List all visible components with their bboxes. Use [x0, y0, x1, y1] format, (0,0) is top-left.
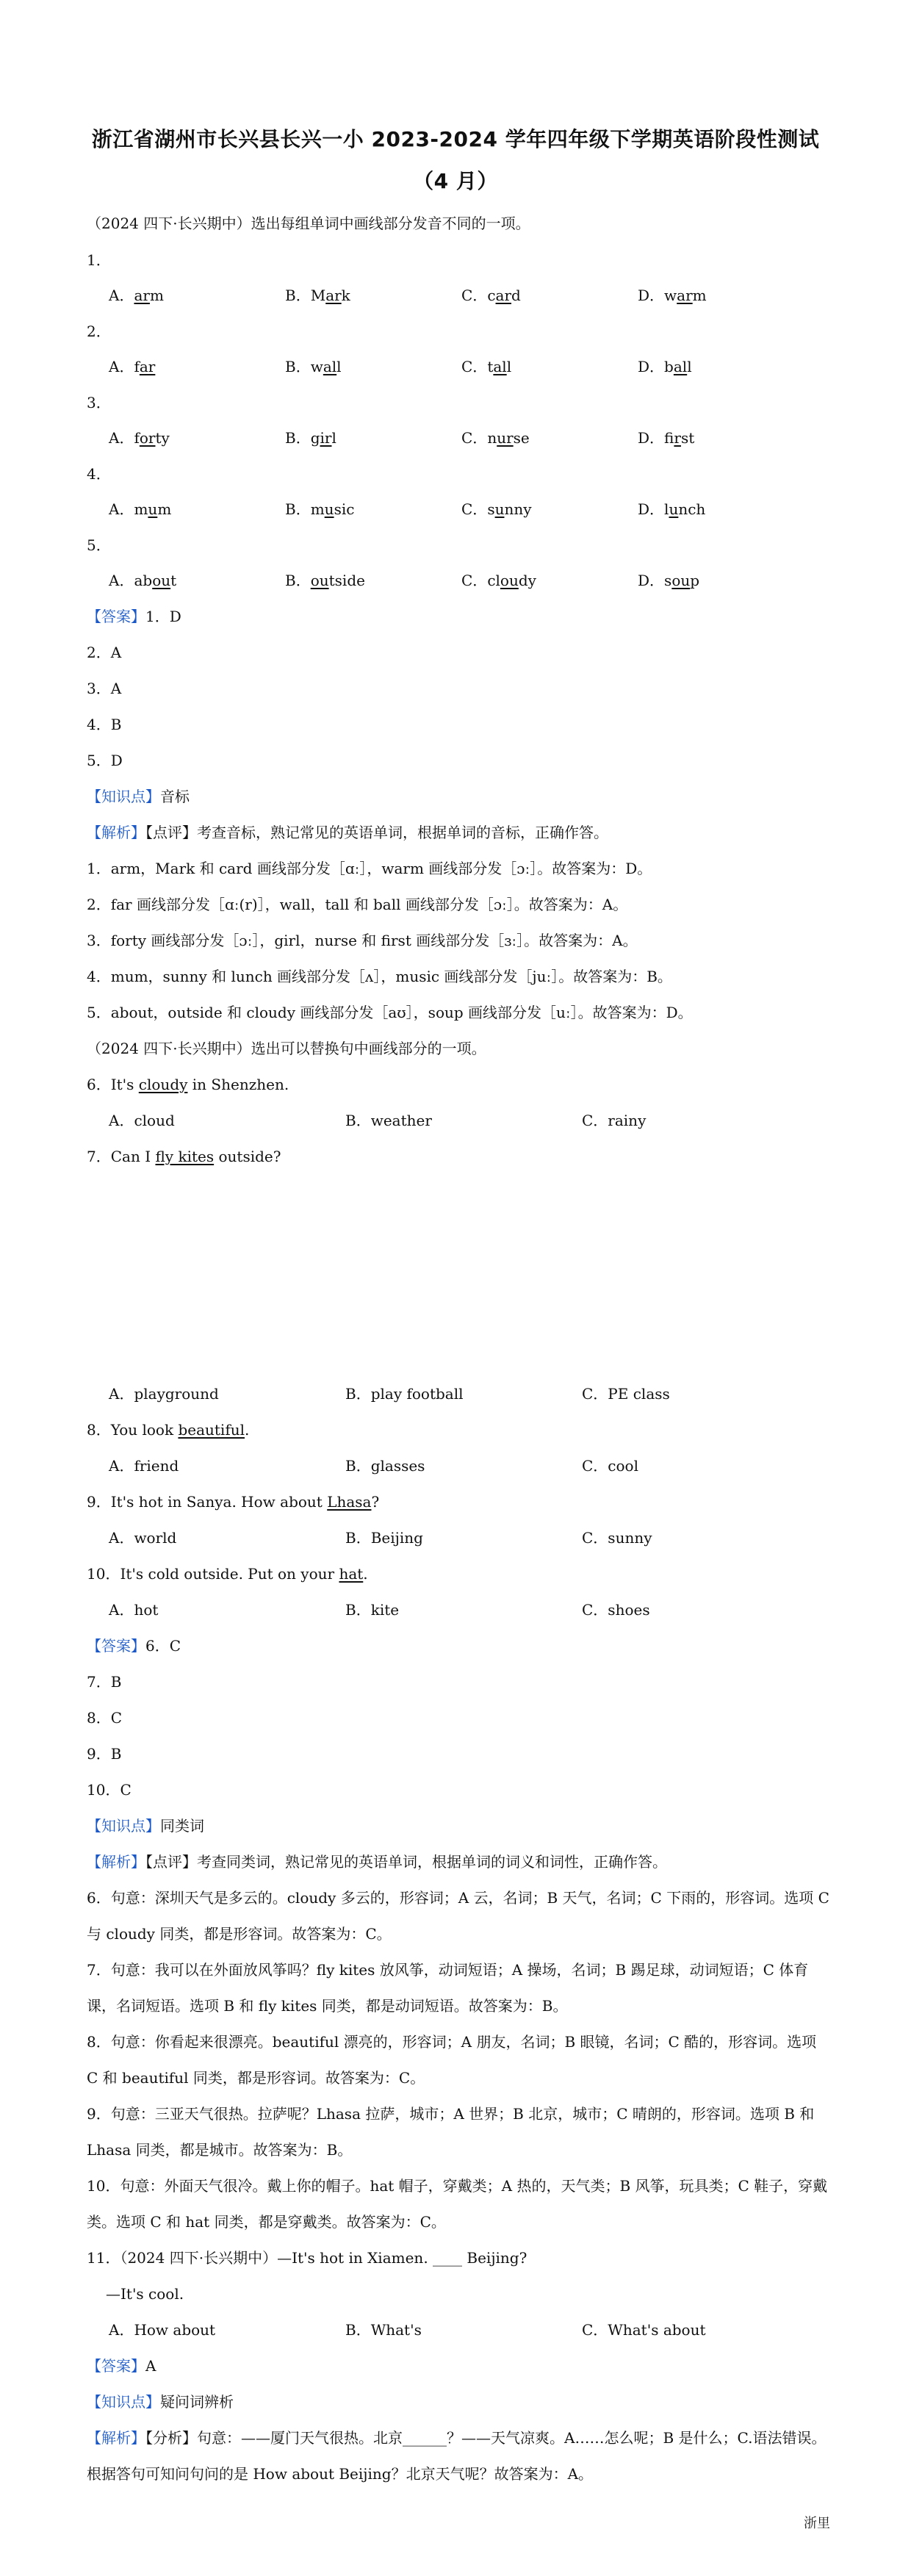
q2-option-c[interactable]: C．tall: [461, 358, 512, 375]
q1-option-c[interactable]: C．card: [461, 287, 521, 304]
q6-stem: 6．It's cloudy in Shenzhen.: [87, 1076, 289, 1093]
q2-number: 2．: [87, 323, 111, 340]
q10-option-a[interactable]: A．hot: [109, 1601, 159, 1619]
q8-option-c[interactable]: C．cool: [582, 1457, 638, 1475]
document-title: 浙江省湖州市长兴县长兴一小 2023-2024 学年四年级下学期英语阶段性测试: [91, 127, 820, 151]
q2-option-a[interactable]: A．far: [109, 358, 156, 375]
explanation-line: 1．arm，Mark 和 card 画线部分发［ɑː］，warm 画线部分发［ɔː］。故答案为：D。: [87, 860, 652, 877]
q11-option-a[interactable]: A．How about: [109, 2321, 216, 2339]
explanation-line: 5．about，outside 和 cloudy 画线部分发［aʊ］，soup 画线部分发［uː］。故答案为：D。: [87, 1004, 693, 1021]
answer-tag: 【答案】: [87, 608, 145, 625]
explanation-line: 4．mum，sunny 和 lunch 画线部分发［ʌ］，music 画线部分发［juː］。故答案为：B。: [87, 968, 672, 985]
q9-stem: 9．It's hot in Sanya. How about Lhasa?: [87, 1493, 380, 1511]
knowledge-point-1: 【知识点】音标: [87, 788, 190, 805]
answer-item: 8．C: [87, 1709, 123, 1727]
answer-item: 3．A: [87, 680, 122, 697]
explanation-paragraph: 9．句意：三亚天气很热。拉萨呢？Lhasa 拉萨，城市；A 世界；B 北京，城市；C 晴朗的，形容词。选项 B 和 Lhasa 同类，都是城市。故答案为：B。: [87, 2105, 815, 2159]
q3-option-a[interactable]: A．forty: [109, 429, 170, 447]
footer-watermark: 浙里: [804, 2516, 830, 2531]
explanation-tag: 【解析】: [87, 1853, 145, 1871]
knowledge-tag: 【知识点】: [87, 1817, 160, 1835]
answer-block-2: [87, 1636, 181, 1656]
q3-option-b[interactable]: B．girl: [285, 429, 336, 447]
answer-item: 1．D: [145, 608, 181, 625]
explanation-paragraph: 6．句意：深圳天气是多云的。cloudy 多云的，形容词；A 云，名词；B 天气，名词；C 下雨的，形容词。选项 C 与 cloudy 同类，都是形容词。故答案为：C。: [87, 1889, 829, 1943]
answer-block-1: [87, 606, 181, 627]
q11-reply: —It's cool.: [106, 2285, 184, 2303]
q1-option-d[interactable]: D．warm: [638, 287, 707, 304]
q1-option-a[interactable]: A．arm: [109, 287, 164, 304]
q11-option-c[interactable]: C．What's about: [582, 2321, 706, 2339]
answer-item: 10．C: [87, 1781, 132, 1799]
q4-option-d[interactable]: D．lunch: [638, 500, 706, 518]
explanation-paragraph: 7．句意：我可以在外面放风筝吗？fly kites 放风筝，动词短语；A 操场，名词；B 踢足球，动词短语；C 体育课，名词短语。选项 B 和 fly kites 同类，都是动词短语。故答案为：B。: [87, 1961, 809, 2015]
document-subtitle: （4 月）: [413, 169, 498, 193]
explanation-line: 3．forty 画线部分发［ɔː］，girl，nurse 和 first 画线部分发［ɜː］。故答案为：A。: [87, 932, 638, 949]
q10-stem: 10．It's cold outside. Put on your hat.: [87, 1565, 368, 1583]
answer-item: 4．B: [87, 716, 122, 733]
explanation-line: 2．far 画线部分发［ɑː(r)］，wall，tall 和 ball 画线部分发［ɔː］。故答案为：A。: [87, 896, 628, 913]
q7-option-a[interactable]: A．playground: [109, 1385, 219, 1403]
knowledge-tag: 【知识点】: [87, 2393, 160, 2411]
q7-stem: 7．Can I fly kites outside?: [87, 1148, 281, 1165]
explanation-2-head: 【解析】【点评】考查同类词，熟记常见的英语单词，根据单词的词义和词性，正确作答。: [87, 1853, 667, 1871]
explanation-paragraph: 8．句意：你看起来很漂亮。beautiful 漂亮的，形容词；A 朋友，名词；B 眼镜，名词；C 酷的，形容词。选项 C 和 beautiful 同类，都是形容词。故答案为：C。: [87, 2033, 817, 2087]
q5-option-c[interactable]: C．cloudy: [461, 572, 536, 589]
q1-option-b[interactable]: B．Mark: [285, 287, 350, 304]
answer-item: 7．B: [87, 1673, 122, 1691]
explanation-tag: 【解析】: [87, 2429, 145, 2447]
q3-number: 3．: [87, 394, 111, 411]
explanation-paragraph: 10．句意：外面天气很冷。戴上你的帽子。hat 帽子，穿戴类；A 热的，天气类；B 风筝，玩具类；C 鞋子，穿戴类。选项 C 和 hat 同类，都是穿戴类。故答案为：C。: [87, 2177, 828, 2231]
q11-stem: 11．（2024 四下·长兴期中）—It's hot in Xiamen. ____ Beijing?: [87, 2249, 527, 2267]
explanation-3: 【解析】【分析】句意：——厦门天气很热。北京______？——天气凉爽。A……怎么呢；B 是什么；C.语法错误。根据答句可知问句问的是 How about Beijing？北京天气呢？故答案为：A。: [87, 2429, 827, 2483]
q8-option-b[interactable]: B．glasses: [345, 1457, 425, 1475]
q10-option-c[interactable]: C．shoes: [582, 1601, 650, 1619]
q9-option-a[interactable]: A．world: [109, 1529, 177, 1547]
explanation-tag: 【解析】: [87, 824, 145, 841]
q6-option-b[interactable]: B．weather: [345, 1112, 432, 1129]
q5-number: 5．: [87, 536, 111, 554]
q1-number: 1．: [87, 251, 111, 269]
q9-option-b[interactable]: B．Beijing: [345, 1529, 423, 1547]
q5-option-b[interactable]: B．outside: [285, 572, 365, 589]
q11-option-b[interactable]: B．What's: [345, 2321, 422, 2339]
answer-item: 2．A: [87, 644, 122, 661]
answer-item: 6．C: [145, 1637, 181, 1655]
answer-item: 5．D: [87, 752, 123, 769]
q9-option-c[interactable]: C．sunny: [582, 1529, 652, 1547]
knowledge-tag: 【知识点】: [87, 788, 160, 805]
explanation-1-head: 【解析】【点评】考查音标，熟记常见的英语单词，根据单词的音标，正确作答。: [87, 824, 608, 841]
q3-option-d[interactable]: D．first: [638, 429, 695, 447]
q2-option-b[interactable]: B．wall: [285, 358, 342, 375]
knowledge-point-2: 【知识点】同类词: [87, 1817, 204, 1835]
q5-option-d[interactable]: D．soup: [638, 572, 700, 589]
section1-instruction: （2024 四下·长兴期中）选出每组单词中画线部分发音不同的一项。: [87, 215, 530, 232]
q6-option-c[interactable]: C．rainy: [582, 1112, 647, 1129]
answer-tag: 【答案】: [87, 2357, 145, 2375]
answer-tag: 【答案】: [87, 1637, 145, 1655]
answer-item: 9．B: [87, 1745, 122, 1763]
q8-option-a[interactable]: A．friend: [109, 1457, 179, 1475]
q10-option-b[interactable]: B．kite: [345, 1601, 400, 1619]
q3-option-c[interactable]: C．nurse: [461, 429, 530, 447]
knowledge-point-3: 【知识点】疑问词辨析: [87, 2393, 234, 2411]
section2-instruction: （2024 四下·长兴期中）选出可以替换句中画线部分的一项。: [87, 1040, 486, 1057]
q4-option-c[interactable]: C．sunny: [461, 500, 532, 518]
answer-block-3: 【答案】A: [87, 2357, 156, 2375]
q5-option-a[interactable]: A．about: [109, 572, 177, 589]
q2-option-d[interactable]: D．ball: [638, 358, 692, 375]
q4-option-b[interactable]: B．music: [285, 500, 355, 518]
q8-stem: 8．You look beautiful.: [87, 1421, 250, 1439]
q4-option-a[interactable]: A．mum: [109, 500, 172, 518]
q7-option-c[interactable]: C．PE class: [582, 1385, 670, 1403]
q4-number: 4．: [87, 465, 111, 483]
q6-option-a[interactable]: A．cloud: [109, 1112, 175, 1129]
q7-option-b[interactable]: B．play football: [345, 1385, 464, 1403]
